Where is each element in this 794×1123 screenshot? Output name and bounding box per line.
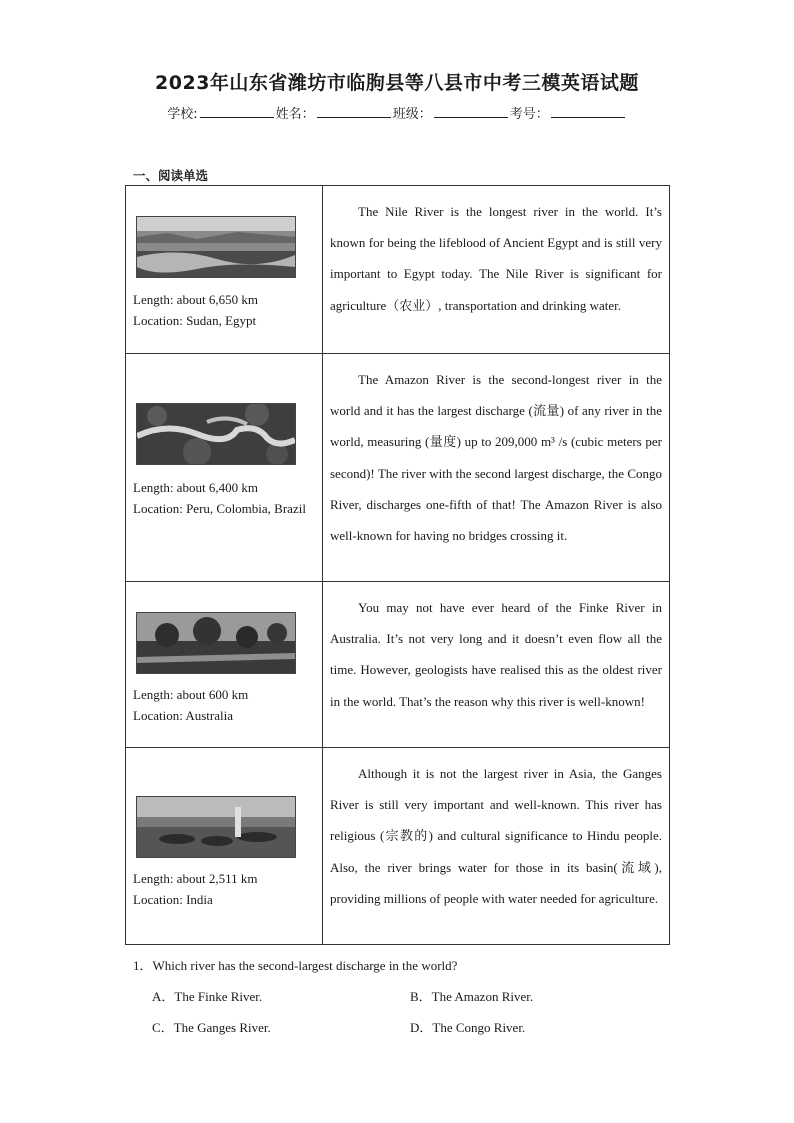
river-passage-cell [323,582,670,748]
river-info-cell [126,582,323,748]
river-facts [133,685,248,726]
ganges-river-photo [136,796,296,858]
finke-river-photo [136,612,296,674]
river-length: Length: about 6,650 km [133,292,258,307]
river-info-cell [126,186,323,354]
river-passage-cell [323,186,670,354]
option-a[interactable]: A．The Finke River. [152,989,263,1004]
table-row [126,582,670,748]
name-blank [317,105,391,118]
name-label: 姓名： [275,107,315,122]
option-b[interactable]: B．The Amazon River. [410,989,534,1004]
river-location: Location: Sudan, Egypt [133,312,257,328]
river-location: Location: Peru, Colombia, Brazil [133,500,306,516]
class-blank [434,105,508,118]
number-label: 考号： [509,107,549,122]
option-d[interactable]: D．The Congo River. [410,1020,526,1035]
river-facts [133,869,257,910]
river-length: Length: about 2,511 km [133,871,258,886]
river-passage-cell [323,354,670,582]
section-heading: 一、阅读单选 [133,168,209,183]
river-location: Location: India [133,891,213,907]
table-row [126,748,670,945]
river-facts [133,290,258,331]
exam-title: 2023年山东省潍坊市临朐县等八县市中考三模英语试题 [155,72,639,94]
option-c[interactable]: C．The Ganges River. [152,1020,271,1035]
amazon-river-photo [136,403,296,465]
river-passage: You may not have ever heard of the Finke River in Australia. It’s not very long and it doesn’t even flow all the time. However, geologists have realised this as the oldest river in the world. That’s the reason why this river is well-known! [330,600,662,709]
school-blank [200,105,274,118]
river-length: Length: about 600 km [133,687,249,702]
table-row [126,354,670,582]
table-row [126,186,670,354]
river-length: Length: about 6,400 km [133,480,258,495]
river-location: Location: Australia [133,707,234,723]
river-info-cell [126,354,323,582]
nile-river-photo [136,216,296,278]
rivers-table [125,185,670,945]
school-label: 学校: [167,107,198,122]
river-passage: Although it is not the largest river in Asia, the Ganges River is still very important and well-known. This river has religious (宗教的) and cultural significance to Hindu people. Also, the river brings water for those in its basin(流域), providing millions of people with water needed for agriculture. [330,766,662,906]
river-passage: The Amazon River is the second-longest river in the world and it has the largest discharge (流量) of any river in the world, measuring (量度) up to 209,000 m³ /s (cubic meters per second)! The river with the second largest discharge, the Congo River, discharges one-fifth of that! The Amazon River is also well-known for having no bridges crossing it. [330,372,662,544]
student-info-line [0,103,794,122]
river-passage: The Nile River is the longest river in the world. It’s known for being the lifeblood of Ancient Egypt and is still very important to Egypt today. The Nile River is significant for agriculture（农业）, transportation and drinking water. [330,204,662,313]
number-blank [551,105,625,118]
river-facts [133,478,306,519]
class-label: 班级： [392,107,432,122]
river-info-cell [126,748,323,945]
river-passage-cell [323,748,670,945]
question-stem: 1．Which river has the second-largest discharge in the world? [133,958,458,973]
